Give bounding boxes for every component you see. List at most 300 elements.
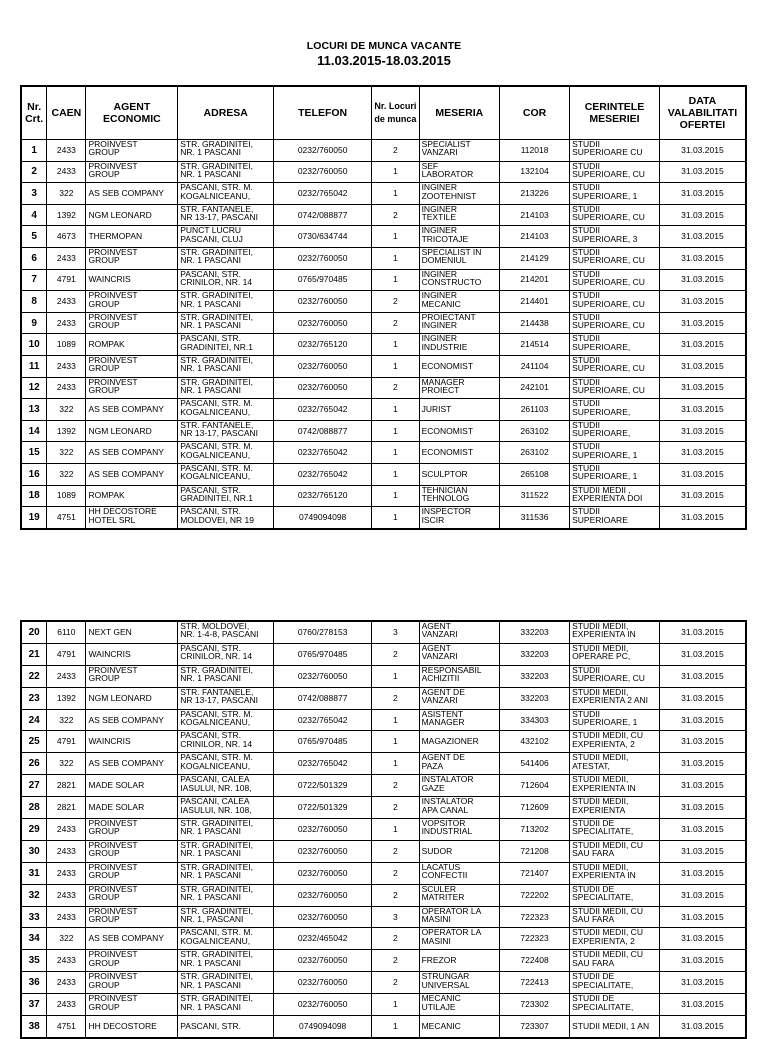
occupation-line: GAZE — [421, 783, 445, 793]
caen-code: 2433 — [47, 862, 86, 884]
employer-name — [86, 797, 178, 819]
table-row — [21, 687, 746, 709]
positions-count: 1 — [372, 247, 419, 269]
occupation — [419, 687, 499, 709]
caen-code: 2433 — [47, 950, 86, 972]
validity-date: 31.03.2015 — [659, 840, 746, 862]
employer-name-line: GROUP — [88, 958, 120, 968]
requirements — [570, 161, 660, 183]
address-line: PASCANI, STR. M. — [180, 709, 253, 718]
employer-name — [86, 972, 178, 994]
row-number: 16 — [21, 463, 47, 485]
table-row — [21, 312, 746, 334]
requirements-line: SAU FARA — [572, 914, 615, 924]
employer-name — [86, 950, 178, 972]
address-line: PASCANI, STR. — [180, 485, 242, 494]
validity-date: 31.03.2015 — [659, 643, 746, 665]
occupation-line: INGINER — [421, 204, 457, 214]
caen-code: 322 — [47, 709, 86, 731]
address-line: PASCANI, STR. — [180, 269, 242, 278]
address-line: STR. GRADINITEI, — [180, 884, 253, 894]
caen-code: 2433 — [47, 840, 86, 862]
occupation-line: ECONOMIST — [421, 360, 474, 371]
cor-code: 722413 — [500, 972, 570, 994]
requirements-line: EXPERIENTA, 2 — [572, 936, 635, 946]
requirements — [570, 994, 660, 1016]
row-number: 20 — [21, 621, 47, 643]
cor-code: 265108 — [500, 463, 570, 485]
positions-count: 1 — [372, 463, 419, 485]
employer-name-line: WAINCRIS — [88, 648, 131, 659]
requirements-line: STUDII — [572, 334, 600, 343]
employer-name — [86, 442, 178, 464]
validity-date: 31.03.2015 — [659, 140, 746, 162]
employer-name-line: NEXT GEN — [88, 626, 132, 637]
occupation — [419, 994, 499, 1016]
employer-name-line: GROUP — [88, 849, 120, 858]
address-line: CRINILOR, NR. 14 — [180, 739, 253, 749]
requirements-line: EXPERIENTA IN — [572, 871, 636, 880]
positions-count: 1 — [372, 226, 419, 248]
occupation-line: DOMENIUL — [421, 256, 467, 265]
address-line: STR. GRADINITEI, — [180, 161, 253, 170]
requirements-line: STUDII — [572, 140, 600, 149]
validity-date: 31.03.2015 — [659, 775, 746, 797]
caen-code: 322 — [47, 463, 86, 485]
requirements-line: STUDII — [572, 269, 600, 278]
address-line: NR. 1 PASCANI — [180, 299, 242, 308]
occupation-line: INSTALATOR — [421, 797, 474, 806]
address-line: KOGALNICEANU, — [180, 936, 251, 946]
validity-date: 31.03.2015 — [659, 183, 746, 205]
validity-date: 31.03.2015 — [659, 906, 746, 928]
validity-date: 31.03.2015 — [659, 377, 746, 399]
employer-name-line: GROUP — [88, 914, 120, 924]
cor-code: 722408 — [500, 950, 570, 972]
requirements — [570, 862, 660, 884]
occupation — [419, 665, 499, 687]
employer-name-line: GROUP — [88, 385, 120, 395]
row-number: 26 — [21, 753, 47, 775]
occupation-line: UTILAJE — [421, 1002, 456, 1011]
address-line: NR. 1 PASCANI — [180, 827, 242, 836]
vacancies-table-2 — [20, 620, 747, 1039]
address — [178, 950, 274, 972]
table-row — [21, 840, 746, 862]
employer-name-line: GROUP — [88, 364, 120, 373]
validity-date: 31.03.2015 — [659, 463, 746, 485]
employer-name-line: GROUP — [88, 148, 120, 157]
row-number: 9 — [21, 312, 47, 334]
occupation-line: MANAGER — [421, 717, 465, 727]
address-line: GRADINITEI, NR.1 — [180, 493, 253, 503]
address-line: PASCANI, STR. — [180, 731, 242, 740]
address-line: STR. FANTANELE, — [180, 204, 254, 214]
caen-code: 2433 — [47, 161, 86, 183]
requirements-line: STUDII — [572, 226, 600, 235]
occupation — [419, 442, 499, 464]
employer-name-line: PROINVEST — [88, 884, 138, 894]
caen-code: 2433 — [47, 312, 86, 334]
employer-name — [86, 507, 178, 529]
address-line: PASCANI, STR. — [180, 643, 242, 653]
employer-name — [86, 906, 178, 928]
positions-count: 1 — [372, 819, 419, 841]
header-cerinte: CERINTELE MESERIEI — [570, 86, 660, 140]
requirements-line: STUDII DE — [572, 972, 615, 981]
header-caen: CAEN — [47, 86, 86, 140]
table-row — [21, 463, 746, 485]
employer-name-line: GROUP — [88, 170, 120, 179]
phone: 0232/760050 — [274, 140, 372, 162]
address-line: NR. 1 PASCANI — [180, 364, 242, 373]
caen-code: 4673 — [47, 226, 86, 248]
row-number: 25 — [21, 731, 47, 753]
phone: 0232/760050 — [274, 377, 372, 399]
cor-code: 112018 — [500, 140, 570, 162]
caen-code: 2433 — [47, 355, 86, 377]
row-number: 32 — [21, 884, 47, 906]
employer-name — [86, 775, 178, 797]
requirements-line: STUDII — [572, 709, 600, 718]
validity-date: 31.03.2015 — [659, 291, 746, 313]
requirements-line: SUPERIOARE, CU — [572, 277, 645, 287]
row-number: 30 — [21, 840, 47, 862]
occupation-line: MASINI — [421, 914, 451, 924]
validity-date: 31.03.2015 — [659, 665, 746, 687]
employer-name-line: PROINVEST — [88, 247, 138, 257]
table-row — [21, 1016, 746, 1038]
address-line: STR. GRADINITEI, — [180, 247, 253, 257]
cor-code: 214438 — [500, 312, 570, 334]
requirements-line: SUPERIOARE, CU — [572, 299, 645, 308]
address — [178, 312, 274, 334]
caen-code: 4791 — [47, 731, 86, 753]
table-row — [21, 928, 746, 950]
address — [178, 665, 274, 687]
positions-count: 2 — [372, 204, 419, 226]
row-number: 5 — [21, 226, 47, 248]
requirements-line: SPECIALITATE, — [572, 980, 634, 990]
occupation-line: MECANIC — [421, 299, 461, 308]
caen-code: 1089 — [47, 334, 86, 356]
occupation-line: MANAGER — [421, 377, 465, 386]
occupation-line: RESPONSABIL — [421, 665, 482, 675]
occupation-line: ECONOMIST — [421, 425, 474, 436]
address — [178, 377, 274, 399]
phone: 0765/970485 — [274, 269, 372, 291]
requirements — [570, 819, 660, 841]
positions-count: 2 — [372, 797, 419, 819]
table-row — [21, 775, 746, 797]
requirements — [570, 906, 660, 928]
header-agent: AGENT ECONOMIC — [86, 86, 178, 140]
occupation-line: INDUSTRIE — [421, 342, 468, 352]
address-line: NR. 1, PASCANI — [180, 914, 244, 924]
positions-count: 1 — [372, 731, 419, 753]
address — [178, 709, 274, 731]
requirements — [570, 665, 660, 687]
occupation-line: SPECIALIST — [421, 140, 471, 149]
positions-count: 1 — [372, 420, 419, 442]
positions-count: 1 — [372, 399, 419, 421]
employer-name — [86, 1016, 178, 1038]
positions-count: 2 — [372, 687, 419, 709]
positions-count: 1 — [372, 994, 419, 1016]
employer-name-line: WAINCRIS — [88, 274, 131, 285]
employer-name-line: NGM LEONARD — [88, 692, 152, 703]
header-telefon: TELEFON — [274, 86, 372, 140]
validity-date: 31.03.2015 — [659, 204, 746, 226]
occupation-line: PROIECT — [421, 385, 460, 395]
cor-code: 242101 — [500, 377, 570, 399]
address — [178, 1016, 274, 1038]
requirements — [570, 972, 660, 994]
table-row — [21, 442, 746, 464]
employer-name — [86, 731, 178, 753]
address-line: NR. 1 PASCANI — [180, 321, 242, 330]
positions-count: 2 — [372, 928, 419, 950]
requirements-line: STUDII — [572, 183, 600, 192]
validity-date: 31.03.2015 — [659, 312, 746, 334]
employer-name-line: PROINVEST — [88, 972, 138, 981]
validity-date: 31.03.2015 — [659, 507, 746, 529]
cor-code: 712609 — [500, 797, 570, 819]
requirements-line: SUPERIOARE, 3 — [572, 234, 638, 244]
cor-code: 712604 — [500, 775, 570, 797]
occupation-line: INGINER — [421, 226, 457, 235]
address-line: STR. GRADINITEI, — [180, 312, 253, 322]
employer-name-line: GROUP — [88, 827, 120, 836]
employer-name-line: WAINCRIS — [88, 736, 131, 747]
occupation-line: TEHNICIAN — [421, 485, 468, 494]
address-line: STR. FANTANELE, — [180, 420, 254, 430]
occupation — [419, 819, 499, 841]
requirements-line: STUDII — [572, 420, 600, 430]
occupation — [419, 183, 499, 205]
caen-code: 4791 — [47, 643, 86, 665]
phone: 0742/088877 — [274, 204, 372, 226]
employer-name — [86, 355, 178, 377]
phone: 0232/765042 — [274, 183, 372, 205]
validity-date: 31.03.2015 — [659, 161, 746, 183]
table-header-row — [21, 86, 746, 140]
address-line: NR. 1 PASCANI — [180, 893, 242, 902]
requirements-line: SAU FARA — [572, 958, 615, 968]
address-line: NR. 1 PASCANI — [180, 256, 242, 265]
requirements-line: STUDII MEDII, — [572, 753, 629, 762]
employer-name-line: PROINVEST — [88, 312, 138, 322]
employer-name — [86, 377, 178, 399]
address-line: PASCANI, STR. M. — [180, 399, 253, 408]
requirements-line: EXPERIENTA 2 ANI — [572, 696, 649, 705]
employer-name — [86, 665, 178, 687]
phone: 0765/970485 — [274, 643, 372, 665]
cor-code: 261103 — [500, 399, 570, 421]
address — [178, 906, 274, 928]
occupation-line: INSPECTOR — [421, 507, 471, 516]
requirements — [570, 377, 660, 399]
occupation-line: MECANIC — [421, 994, 461, 1003]
cor-code: 713202 — [500, 819, 570, 841]
employer-name-line: HH DECOSTORE — [88, 507, 157, 516]
requirements — [570, 463, 660, 485]
employer-name — [86, 183, 178, 205]
address-line: KOGALNICEANU, — [180, 191, 251, 200]
cor-code: 332203 — [500, 665, 570, 687]
occupation-line: SUDOR — [421, 845, 453, 856]
occupation-line: MAGAZIONER — [421, 736, 479, 747]
positions-count: 1 — [372, 334, 419, 356]
address-line: NR. 1 PASCANI — [180, 674, 242, 683]
table-row — [21, 665, 746, 687]
caen-code: 6110 — [47, 621, 86, 643]
requirements-line: EXPERIENTA DOI — [572, 493, 643, 503]
requirements-line: STUDII — [572, 377, 600, 386]
cor-code: 541406 — [500, 753, 570, 775]
row-number: 38 — [21, 1016, 47, 1038]
employer-name-line: MADE SOLAR — [88, 780, 145, 791]
requirements — [570, 753, 660, 775]
address-line: KOGALNICEANU, — [180, 717, 251, 727]
cor-code: 214103 — [500, 226, 570, 248]
requirements-line: SUPERIOARE, 1 — [572, 450, 638, 460]
phone: 0749094098 — [274, 507, 372, 529]
occupation-line: INGINER — [421, 183, 457, 192]
requirements-line: SAU FARA — [572, 849, 615, 858]
address-line: KOGALNICEANU, — [180, 472, 251, 481]
table-body-1 — [21, 140, 746, 529]
validity-date: 31.03.2015 — [659, 797, 746, 819]
employer-name-line: PROINVEST — [88, 950, 138, 959]
address-line: PASCANI, CLUJ — [180, 234, 243, 244]
occupation-line: INSTALATOR — [421, 775, 474, 784]
occupation-line: CONFECTII — [421, 871, 468, 880]
employer-name-line: MADE SOLAR — [88, 802, 145, 813]
requirements — [570, 204, 660, 226]
cor-code: 214129 — [500, 247, 570, 269]
occupation-line: APA CANAL — [421, 805, 469, 814]
occupation-line: VANZARI — [421, 630, 458, 639]
occupation-line: SEF — [421, 161, 439, 170]
table-row — [21, 753, 746, 775]
employer-name-line: GROUP — [88, 674, 120, 683]
requirements-line: STUDII — [572, 463, 600, 473]
address-line: GRADINITEI, NR.1 — [180, 342, 253, 352]
occupation — [419, 204, 499, 226]
caen-code: 2433 — [47, 247, 86, 269]
employer-name — [86, 819, 178, 841]
phone: 0232/465042 — [274, 928, 372, 950]
employer-name-line: AS SEB COMPANY — [88, 714, 164, 725]
employer-name-line: GROUP — [88, 256, 120, 265]
address-line: CRINILOR, NR. 14 — [180, 652, 253, 661]
phone: 0232/765042 — [274, 463, 372, 485]
positions-count: 1 — [372, 183, 419, 205]
employer-name — [86, 928, 178, 950]
occupation-line: MASINI — [421, 936, 451, 946]
requirements-line: SUPERIOARE, CU — [572, 385, 645, 395]
requirements — [570, 247, 660, 269]
row-number: 31 — [21, 862, 47, 884]
address-line: NR. 1-4-8, PASCANI — [180, 630, 259, 639]
positions-count: 1 — [372, 442, 419, 464]
table-row — [21, 355, 746, 377]
requirements-line: EXPERIENTA, 2 — [572, 739, 635, 749]
address-line: PASCANI, STR. — [180, 1020, 242, 1031]
cor-code: 263102 — [500, 420, 570, 442]
table-row — [21, 906, 746, 928]
employer-name-line: NGM LEONARD — [88, 425, 152, 436]
address-line: NR. 1 PASCANI — [180, 170, 242, 179]
address — [178, 485, 274, 507]
row-number: 28 — [21, 797, 47, 819]
validity-date: 31.03.2015 — [659, 928, 746, 950]
requirements — [570, 420, 660, 442]
table-row — [21, 862, 746, 884]
employer-name-line: ROMPAK — [88, 339, 125, 350]
row-number: 19 — [21, 507, 47, 529]
requirements — [570, 399, 660, 421]
employer-name-line: AS SEB COMPANY — [88, 758, 164, 769]
employer-name — [86, 420, 178, 442]
validity-date: 31.03.2015 — [659, 687, 746, 709]
row-number: 33 — [21, 906, 47, 928]
occupation-line: PAZA — [421, 761, 444, 771]
validity-date: 31.03.2015 — [659, 950, 746, 972]
employer-name-line: PROINVEST — [88, 161, 138, 170]
positions-count: 1 — [372, 665, 419, 687]
address-line: STR. GRADINITEI, — [180, 906, 253, 915]
address-line: PASCANI, STR. M. — [180, 442, 253, 451]
address-line: NR. 1 PASCANI — [180, 849, 242, 858]
address-line: KOGALNICEANU, — [180, 761, 251, 771]
table-row — [21, 819, 746, 841]
address — [178, 140, 274, 162]
requirements-line: SUPERIOARE, 1 — [572, 717, 638, 727]
requirements — [570, 643, 660, 665]
requirements-line: SUPERIOARE, CU — [572, 674, 645, 683]
table-row — [21, 269, 746, 291]
address-line: CRINILOR, NR. 14 — [180, 277, 253, 287]
date-range: 11.03.2015-18.03.2015 — [317, 53, 451, 68]
employer-name — [86, 753, 178, 775]
validity-date: 31.03.2015 — [659, 355, 746, 377]
cor-code: 214401 — [500, 291, 570, 313]
address — [178, 420, 274, 442]
cor-code: 214514 — [500, 334, 570, 356]
table-row — [21, 709, 746, 731]
vacancies-table-1 — [20, 85, 747, 530]
row-number: 1 — [21, 140, 47, 162]
address-line: MOLDOVEI, NR 19 — [180, 515, 254, 524]
address-line: PASCANI, STR. M. — [180, 183, 253, 192]
occupation-line: OPERATOR LA — [421, 906, 482, 915]
occupation-line: ASISTENT — [421, 709, 464, 718]
occupation — [419, 377, 499, 399]
employer-name-line: AS SEB COMPANY — [88, 447, 164, 458]
requirements-line: STUDII MEDII, — [572, 797, 629, 806]
occupation-line: TRICOTAJE — [421, 234, 469, 244]
phone: 0232/760050 — [274, 862, 372, 884]
requirements-line: STUDII — [572, 247, 600, 257]
employer-name — [86, 140, 178, 162]
positions-count: 2 — [372, 140, 419, 162]
occupation — [419, 753, 499, 775]
occupation — [419, 797, 499, 819]
requirements-line: SUPERIOARE, 1 — [572, 472, 638, 481]
employer-name — [86, 621, 178, 643]
